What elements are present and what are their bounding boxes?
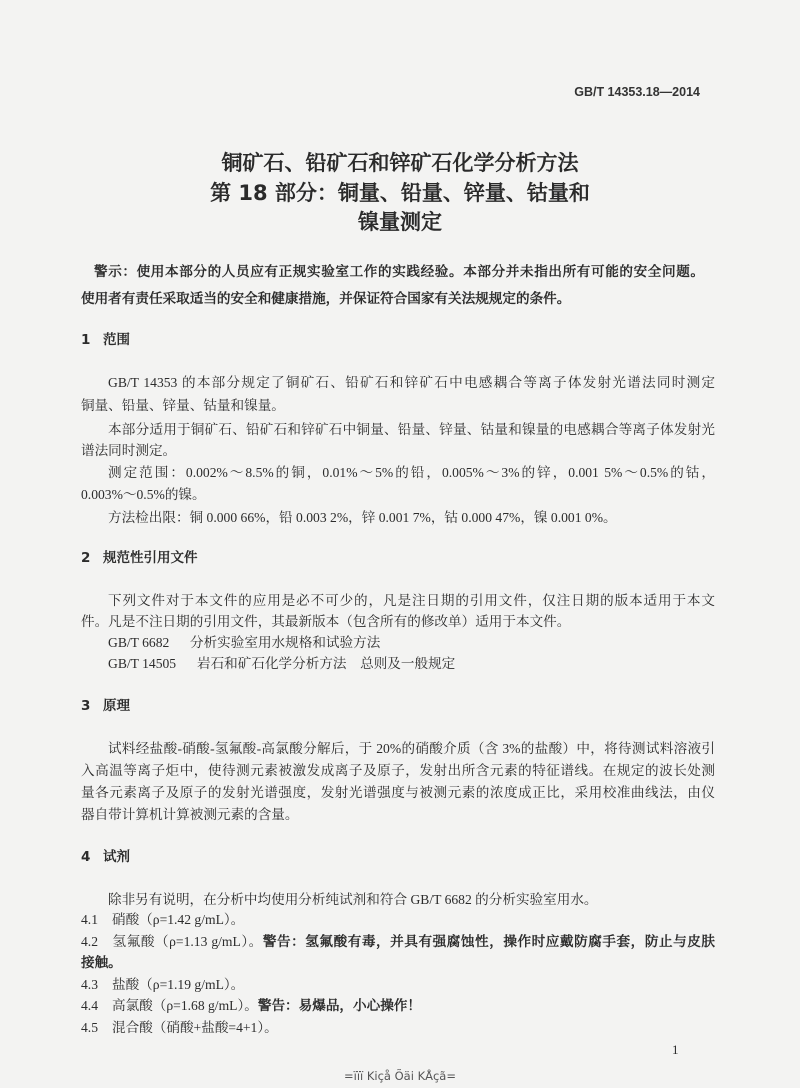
section-heading bbox=[81, 548, 198, 568]
item-warning: 警告：易爆品，小心操作！ bbox=[257, 998, 421, 1014]
item-number: 4.3 bbox=[81, 977, 98, 992]
section-number: 1 bbox=[81, 332, 91, 348]
paragraph-line: 试料经盐酸-硝酸-氢氟酸-高氯酸分解后，于 20%的硝酸介质（含 3%的盐酸）中，将待测试料溶液引 bbox=[108, 741, 715, 756]
paragraph-line: 器自带计算机计算被测元素的含量。 bbox=[81, 807, 299, 822]
item-number: 4.2 bbox=[81, 934, 98, 949]
document-title: 分析实验室用水规格和试验方法 bbox=[190, 635, 381, 650]
item-warning: 警告：氢氟酸有毒，并具有强腐蚀性，操作时应戴防腐手套，防止与皮肤 bbox=[262, 934, 716, 950]
warning-line: 警示：使用本部分的人员应有正规实验室工作的实践经验。本部分并未指出所有可能的安全问题。 bbox=[94, 264, 704, 280]
document-code: GB/T 14505 bbox=[108, 656, 177, 671]
paragraph-line: 方法检出限：铜 0.000 66%，铅 0.003 2%，锌 0.001 7%，钴 0.000 47%，镍 0.001 0%。 bbox=[108, 510, 617, 525]
section-number: 3 bbox=[81, 698, 91, 714]
item-number: 4.1 bbox=[81, 912, 98, 927]
referenced-document bbox=[108, 633, 715, 653]
document-title: 岩石和矿石化学分析方法 总则及一般规定 bbox=[197, 656, 456, 671]
paragraph-line: 0.003%～0.5%的镍。 bbox=[81, 487, 206, 502]
document-title-line: 铜矿石、铅矿石和锌矿石化学分析方法 bbox=[221, 151, 579, 175]
item-text: 硝酸（ρ=1.42 g/mL）。 bbox=[112, 912, 245, 927]
reagent-item bbox=[81, 932, 715, 952]
section-heading bbox=[81, 330, 130, 350]
paragraph-line: 件。凡是不注日期的引用文件，其最新版本（包含所有的修改单）适用于本文件。 bbox=[81, 614, 571, 629]
item-warning: 接触。 bbox=[81, 955, 122, 971]
section-title: 试剂 bbox=[103, 849, 130, 865]
reagent-item bbox=[81, 996, 715, 1016]
item-text: 高氯酸（ρ=1.68 g/mL）。 bbox=[112, 998, 258, 1013]
section-heading bbox=[81, 847, 130, 867]
warning-line: 使用者有责任采取适当的安全和健康措施，并保证符合国家有关法规规定的条件。 bbox=[81, 291, 571, 307]
standard-number: GB/T 14353.18—2014 bbox=[574, 85, 700, 99]
paragraph-line: 谱法同时测定。 bbox=[81, 443, 177, 458]
paragraph-line: 量各元素离子及原子的发射光谱强度，发射光谱强度与被测元素的浓度成正比，采用校准曲线法，由仪 bbox=[81, 785, 715, 800]
paragraph-line: 测定范围：0.002%～8.5%的铜，0.01%～5%的铅，0.005%～3%的锌，0.001 5%～0.5%的钴， bbox=[108, 465, 715, 480]
item-text: 混合酸（硝酸+盐酸=4+1）。 bbox=[112, 1020, 278, 1035]
section-heading bbox=[81, 696, 130, 716]
document-title-line: 第 18 部分：铜量、铅量、锌量、钴量和 bbox=[210, 181, 590, 205]
document-title-line: 镍量测定 bbox=[358, 210, 442, 234]
reagent-item-continuation bbox=[81, 953, 715, 973]
item-number: 4.5 bbox=[81, 1020, 98, 1035]
paragraph-line: 本部分适用于铜矿石、铅矿石和锌矿石中铜量、铅量、锌量、钴量和镍量的电感耦合等离子体发射光 bbox=[108, 422, 715, 437]
section-title: 规范性引用文件 bbox=[103, 550, 198, 566]
reagent-item bbox=[81, 1018, 715, 1038]
section-title: 范围 bbox=[103, 332, 130, 348]
paragraph-line: 入高温等离子炬中，使待测元素被激发成离子及原子，发射出所含元素的特征谱线。在规定的波长处测 bbox=[81, 763, 715, 778]
page-number: 1 bbox=[672, 1042, 679, 1057]
item-text: 氢氟酸（ρ=1.13 g/mL）。 bbox=[112, 934, 263, 949]
reagent-item bbox=[81, 910, 715, 930]
paragraph-line: 铜量、铅量、锌量、钴量和镍量。 bbox=[81, 398, 285, 413]
document-code: GB/T 6682 bbox=[108, 635, 170, 650]
paragraph-line: GB/T 14353 的本部分规定了铜矿石、铅矿石和锌矿石中电感耦合等离子体发射光谱法同时测定 bbox=[108, 375, 715, 390]
section-title: 原理 bbox=[103, 698, 130, 714]
item-number: 4.4 bbox=[81, 998, 98, 1013]
paragraph-line: 除非另有说明，在分析中均使用分析纯试剂和符合 GB/T 6682 的分析实验室用水。 bbox=[108, 892, 598, 907]
section-number: 2 bbox=[81, 550, 91, 566]
reagent-item bbox=[81, 975, 715, 995]
referenced-document bbox=[108, 654, 715, 674]
section-number: 4 bbox=[81, 849, 91, 865]
footer-watermark-text: =ïïï Kiçå Õäi KÅçã= bbox=[343, 1069, 456, 1083]
paragraph-line: 下列文件对于本文件的应用是必不可少的，凡是注日期的引用文件，仅注日期的版本适用于本文 bbox=[108, 593, 715, 608]
item-text: 盐酸（ρ=1.19 g/mL）。 bbox=[112, 977, 245, 992]
